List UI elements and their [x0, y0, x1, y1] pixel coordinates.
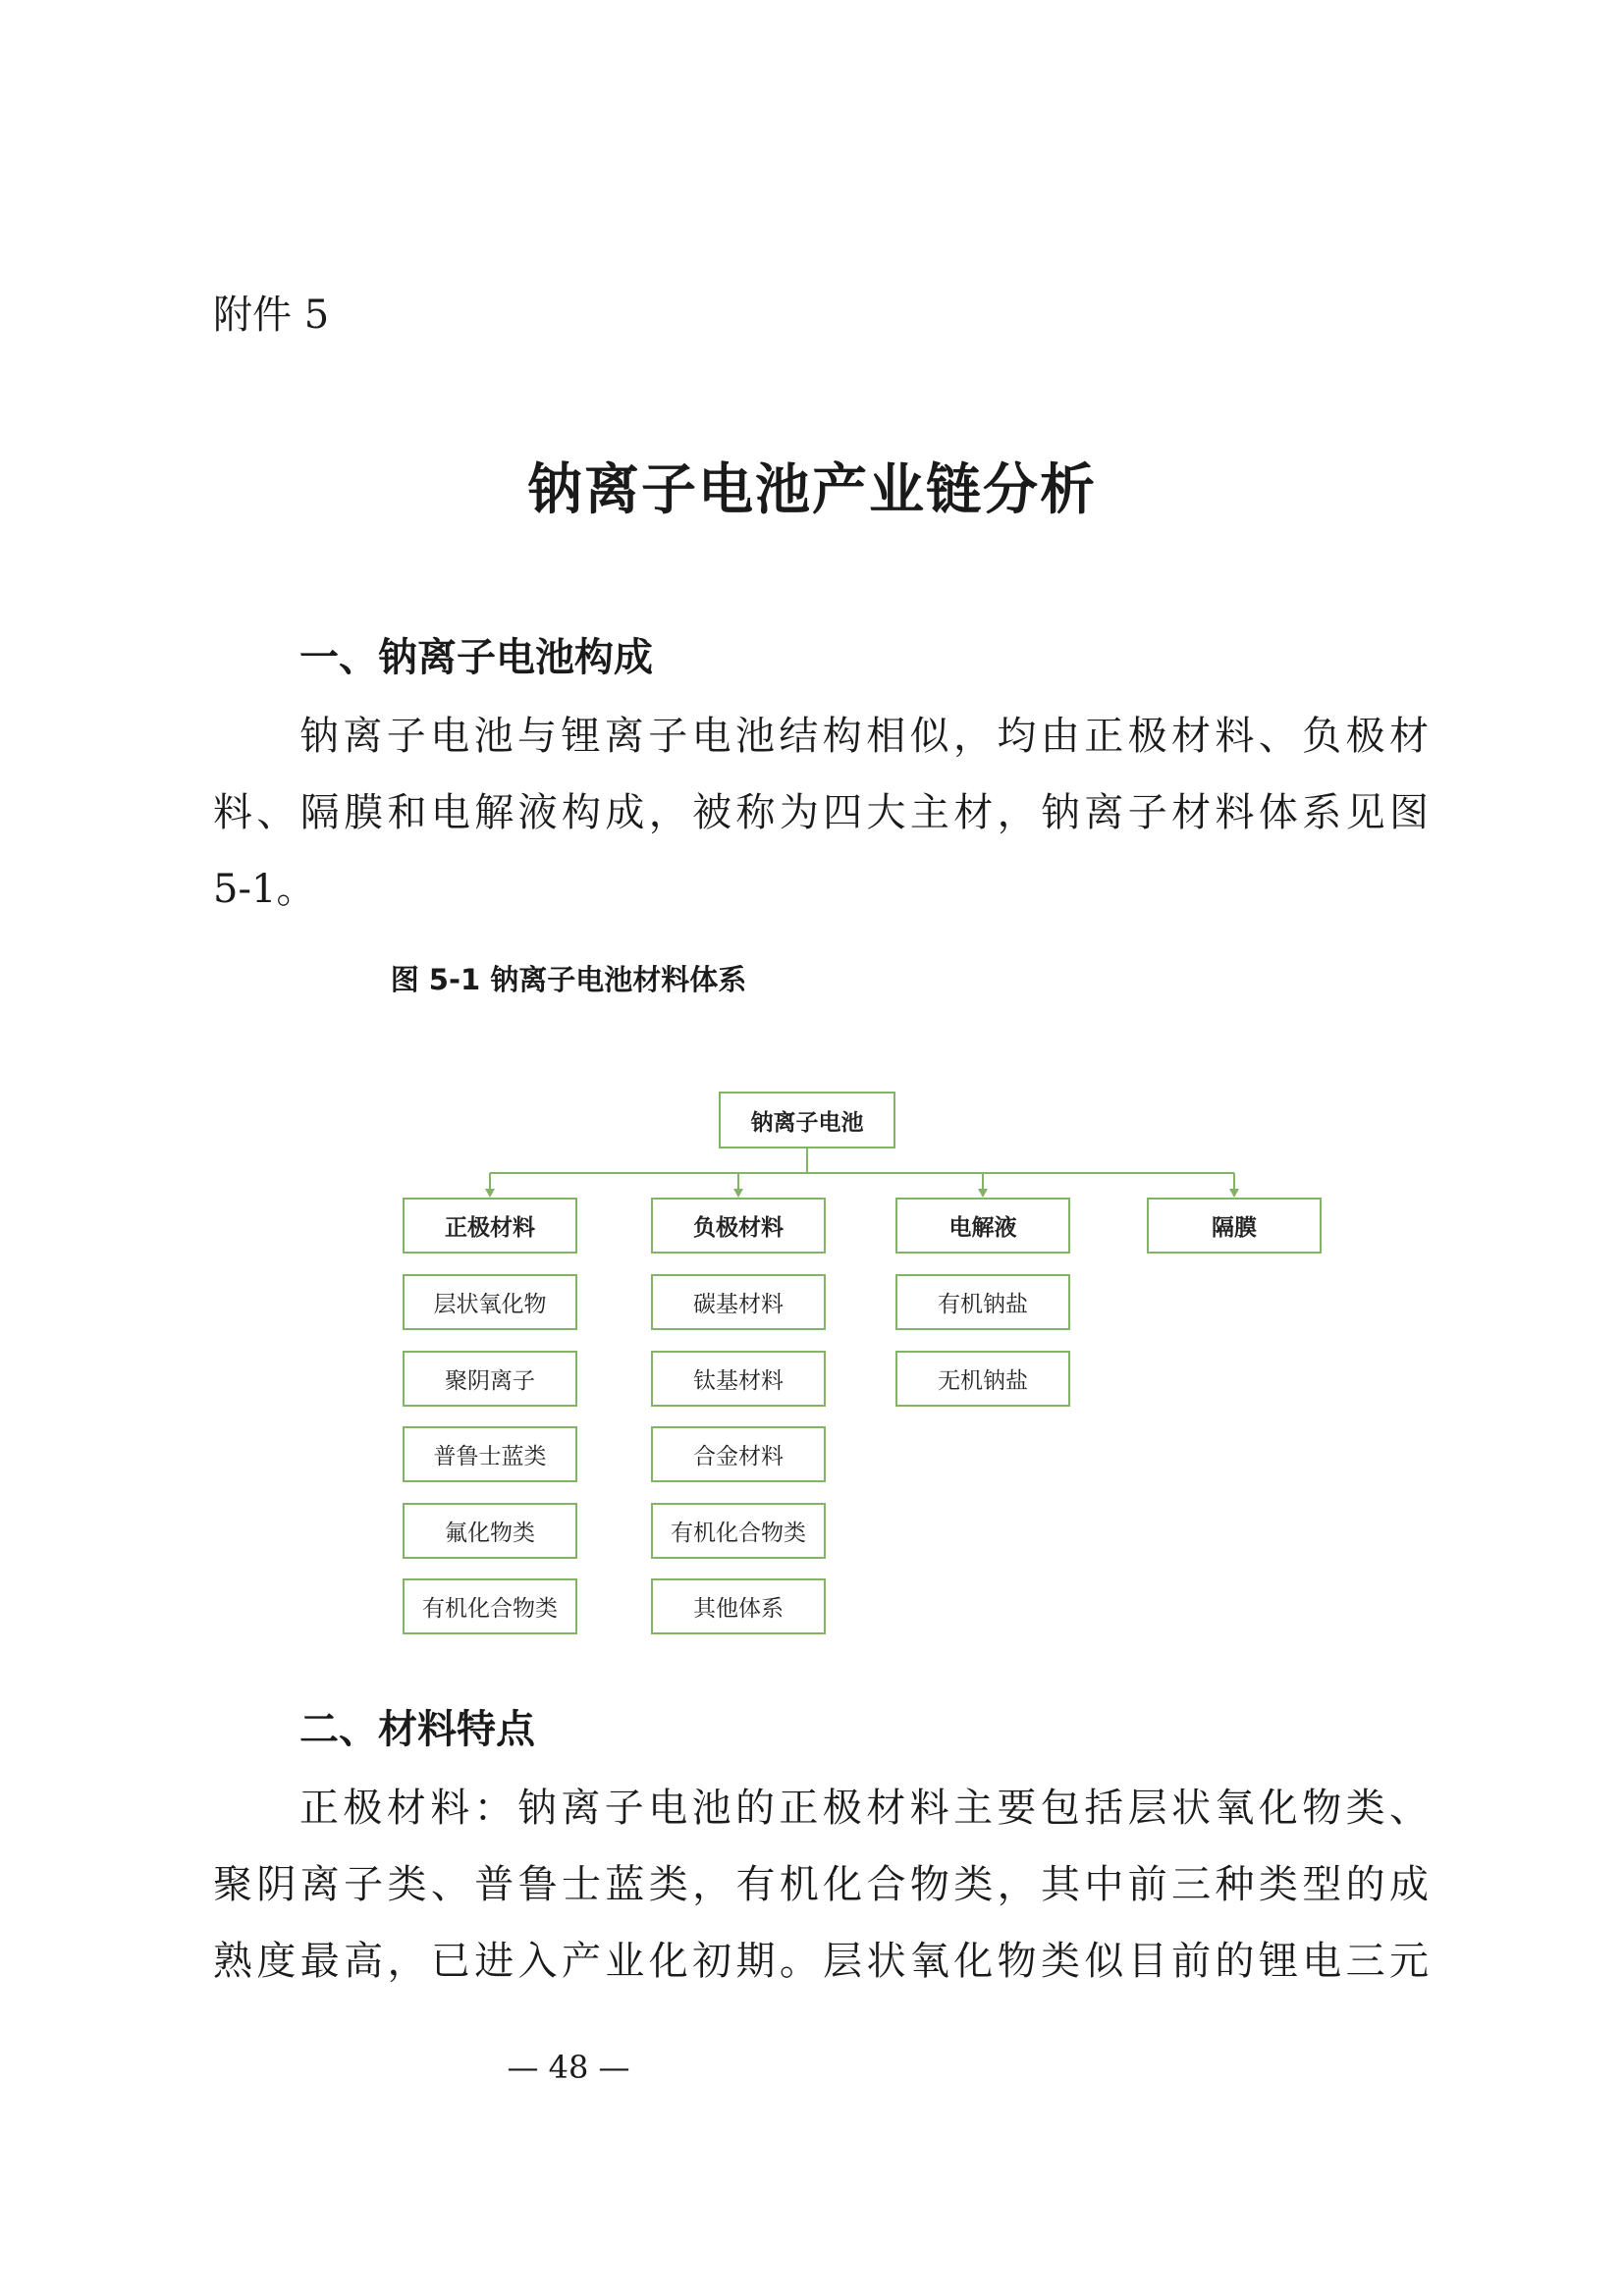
diagram-item-node: 钛基材料: [651, 1351, 826, 1407]
diagram-category-node: 负极材料: [651, 1198, 826, 1254]
diagram-item-node: 有机化合物类: [403, 1578, 577, 1634]
arrow-head-icon: [485, 1189, 495, 1198]
arrow-head-icon: [1229, 1189, 1239, 1198]
page-number: — 48 —: [507, 2049, 630, 2086]
section2-heading: 二、材料特点: [299, 1707, 535, 1752]
paragraph-line: 料、隔膜和电解液构成，被称为四大主材，钠离子材料体系见图: [213, 790, 1429, 835]
attachment-label: 附件 5: [213, 293, 330, 338]
paragraph-line: 5-1。: [213, 867, 316, 912]
diagram-item-node: 聚阴离子: [403, 1351, 577, 1407]
section1-heading: 一、钠离子电池构成: [299, 635, 653, 680]
diagram-item-node: 氟化物类: [403, 1503, 577, 1559]
paragraph-line: 聚阴离子类、普鲁士蓝类，有机化合物类，其中前三种类型的成: [213, 1862, 1429, 1907]
diagram-item-node: 合金材料: [651, 1426, 826, 1482]
arrow-head-icon: [978, 1189, 988, 1198]
diagram-item-node: 其他体系: [651, 1578, 826, 1634]
diagram-item-node: 无机钠盐: [895, 1351, 1070, 1407]
page-title: 钠离子电池产业链分析: [527, 458, 1097, 522]
paragraph-line: 正极材料：钠离子电池的正极材料主要包括层状氧化物类、: [299, 1786, 1429, 1831]
diagram-item-node: 有机化合物类: [651, 1503, 826, 1559]
diagram-item-node: 碳基材料: [651, 1274, 826, 1330]
arrow-head-icon: [733, 1189, 743, 1198]
diagram-category-node: 正极材料: [403, 1198, 577, 1254]
paragraph-line: 钠离子电池与锂离子电池结构相似，均由正极材料、负极材: [299, 714, 1429, 759]
paragraph-line: 熟度最高，已进入产业化初期。层状氧化物类似目前的锂电三元: [213, 1939, 1429, 1984]
diagram-item-node: 有机钠盐: [895, 1274, 1070, 1330]
diagram-item-node: 普鲁士蓝类: [403, 1426, 577, 1482]
figure-caption: 图 5-1 钠离子电池材料体系: [390, 963, 747, 996]
diagram-category-node: 电解液: [895, 1198, 1070, 1254]
diagram-category-node: 隔膜: [1147, 1198, 1322, 1254]
diagram-item-node: 层状氧化物: [403, 1274, 577, 1330]
diagram-root-node: 钠离子电池: [719, 1092, 895, 1148]
